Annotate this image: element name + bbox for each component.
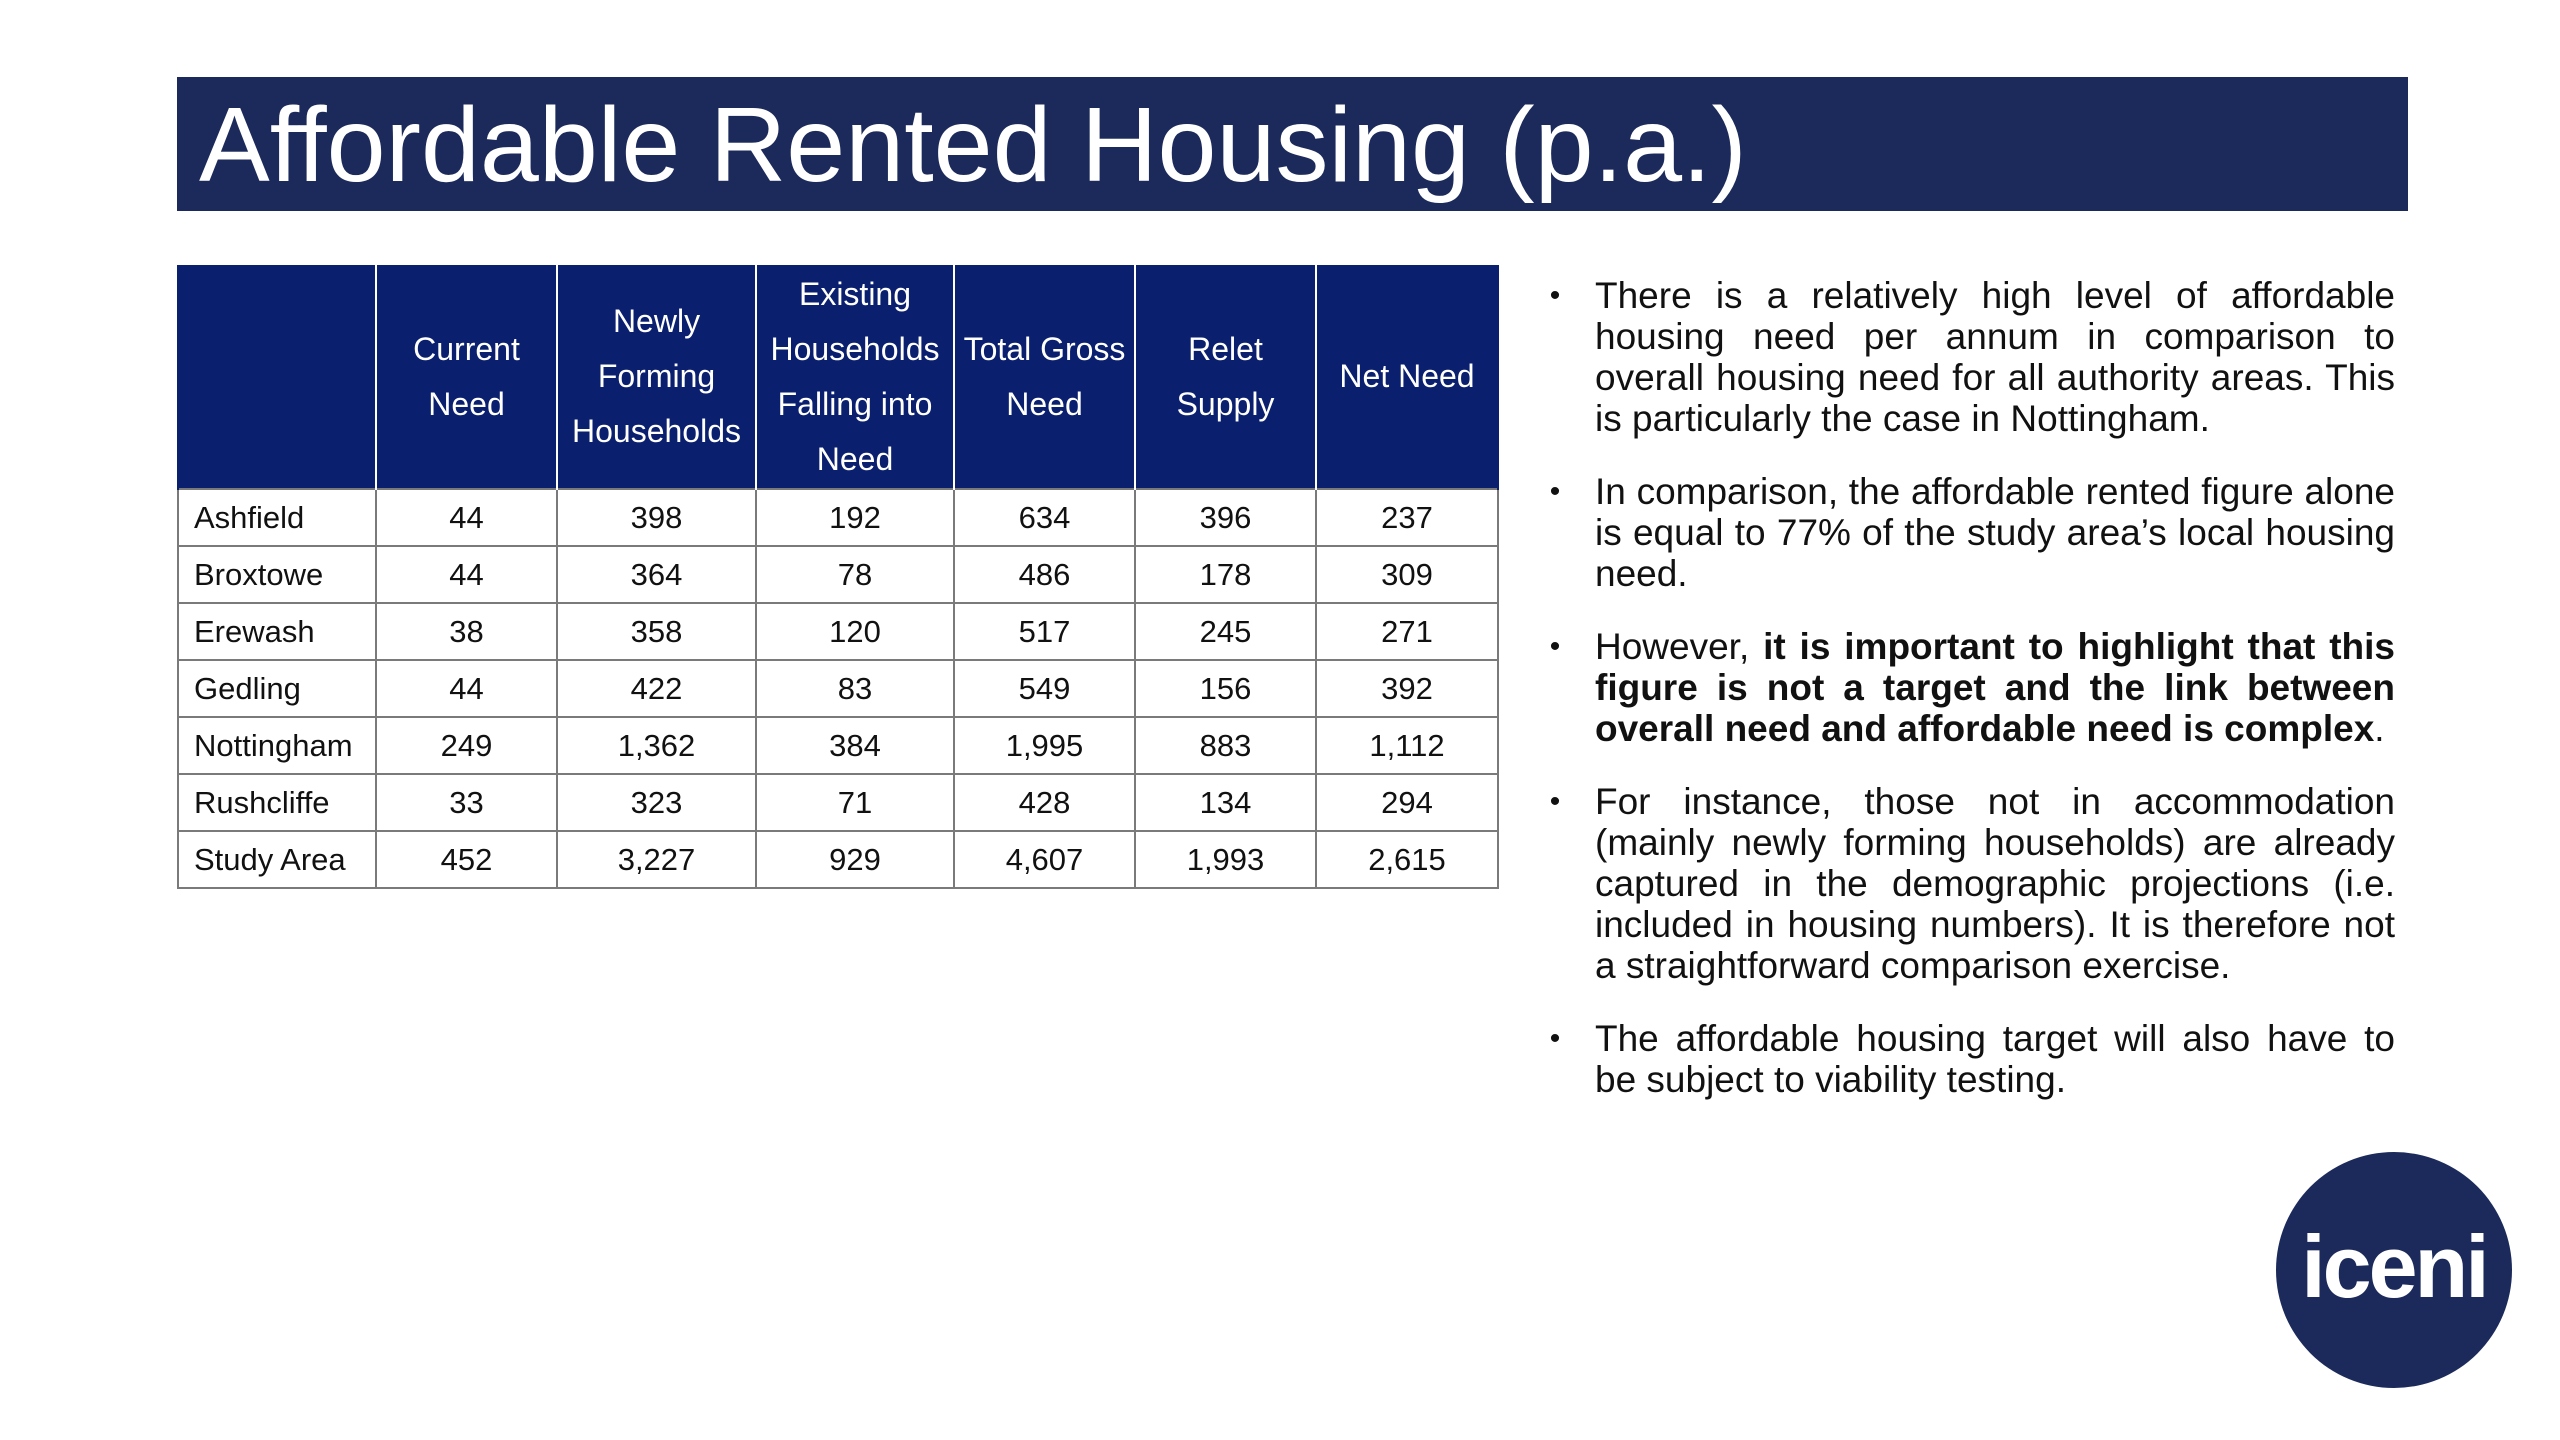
column-header-net-need: Net Need	[1316, 265, 1498, 489]
table-cell: 384	[756, 717, 954, 774]
table-row	[178, 660, 1498, 717]
bullet-point	[1545, 275, 2395, 439]
table-cell: 517	[954, 603, 1135, 660]
table-cell: 883	[1135, 717, 1316, 774]
bullet-text-emphasis: it is important to highlight that this figure is not a target and the link between overall need and affordable need is complex	[1595, 626, 2395, 749]
page-title: Affordable Rented Housing (p.a.)	[199, 86, 1747, 204]
table-cell: 323	[557, 774, 756, 831]
table-row	[178, 603, 1498, 660]
table-cell: 294	[1316, 774, 1498, 831]
table-cell: 398	[557, 489, 756, 546]
table-cell: 396	[1135, 489, 1316, 546]
table-cell: 78	[756, 546, 954, 603]
table-cell: 271	[1316, 603, 1498, 660]
table-cell: 178	[1135, 546, 1316, 603]
table-cell: 486	[954, 546, 1135, 603]
bullet-icon: •	[1549, 279, 1561, 312]
table-cell: 249	[376, 717, 557, 774]
table-cell: 3,227	[557, 831, 756, 888]
bullet-text: The affordable housing target will also have to be subject to viability testing.	[1595, 1018, 2395, 1100]
table-row	[178, 774, 1498, 831]
table-cell: 549	[954, 660, 1135, 717]
table-row	[178, 489, 1498, 546]
bullet-text: In comparison, the affordable rented figure alone is equal to 77% of the study area’s local housing need.	[1595, 471, 2395, 594]
table-cell: 358	[557, 603, 756, 660]
area-name-cell: Broxtowe	[178, 546, 376, 603]
column-header-total-gross-need: Total Gross Need	[954, 265, 1135, 489]
bullet-point	[1545, 1018, 2395, 1100]
iceni-logo	[2276, 1152, 2512, 1388]
bullet-icon: •	[1549, 475, 1561, 508]
commentary-list	[1545, 275, 2395, 1132]
table-cell: 1,112	[1316, 717, 1498, 774]
table-cell: 4,607	[954, 831, 1135, 888]
area-name-cell: Rushcliffe	[178, 774, 376, 831]
table-cell: 71	[756, 774, 954, 831]
table-cell: 83	[756, 660, 954, 717]
table-cell: 33	[376, 774, 557, 831]
table-header-row	[178, 265, 1498, 489]
table-cell: 2,615	[1316, 831, 1498, 888]
table-row-total	[178, 831, 1498, 888]
table-cell: 1,995	[954, 717, 1135, 774]
table-cell: 1,993	[1135, 831, 1316, 888]
column-header-current-need: Current Need	[376, 265, 557, 489]
table-cell: 452	[376, 831, 557, 888]
bullet-text-suffix: .	[2374, 708, 2385, 749]
table-cell: 156	[1135, 660, 1316, 717]
bullet-point	[1545, 471, 2395, 594]
table-row	[178, 717, 1498, 774]
table-cell: 245	[1135, 603, 1316, 660]
bullet-icon: •	[1549, 630, 1561, 663]
table-cell: 120	[756, 603, 954, 660]
table-cell: 392	[1316, 660, 1498, 717]
column-header-area	[178, 265, 376, 489]
table-cell: 192	[756, 489, 954, 546]
table-cell: 634	[954, 489, 1135, 546]
table-cell: 364	[557, 546, 756, 603]
table-cell: 422	[557, 660, 756, 717]
table-row	[178, 546, 1498, 603]
bullet-text: For instance, those not in accommodation (mainly newly forming households) are already captured in the demographic projections (i.e. included in housing numbers). It is therefore not a straightforward comparison exercise.	[1595, 781, 2395, 986]
table-cell: 44	[376, 489, 557, 546]
table-cell: 44	[376, 660, 557, 717]
table-cell: 428	[954, 774, 1135, 831]
bullet-point	[1545, 781, 2395, 986]
column-header-existing-households: Existing Households Falling into Need	[756, 265, 954, 489]
table-cell: 309	[1316, 546, 1498, 603]
column-header-newly-forming: Newly Forming Households	[557, 265, 756, 489]
bullet-icon: •	[1549, 1022, 1561, 1055]
bullet-text-prefix: However,	[1595, 626, 1764, 667]
title-bar	[177, 77, 2408, 211]
column-header-relet-supply: Relet Supply	[1135, 265, 1316, 489]
table-cell: 1,362	[557, 717, 756, 774]
table-cell: 237	[1316, 489, 1498, 546]
area-name-cell: Study Area	[178, 831, 376, 888]
housing-need-table	[177, 265, 1499, 889]
area-name-cell: Nottingham	[178, 717, 376, 774]
table-cell: 929	[756, 831, 954, 888]
area-name-cell: Erewash	[178, 603, 376, 660]
bullet-point	[1545, 626, 2395, 749]
table-cell: 134	[1135, 774, 1316, 831]
bullet-text: There is a relatively high level of affordable housing need per annum in comparison to overall housing need for all authority areas. This is particularly the case in Nottingham.	[1595, 275, 2395, 439]
area-name-cell: Ashfield	[178, 489, 376, 546]
table-cell: 38	[376, 603, 557, 660]
area-name-cell: Gedling	[178, 660, 376, 717]
table-cell: 44	[376, 546, 557, 603]
bullet-icon: •	[1549, 785, 1561, 818]
logo-text: iceni	[2301, 1217, 2487, 1316]
